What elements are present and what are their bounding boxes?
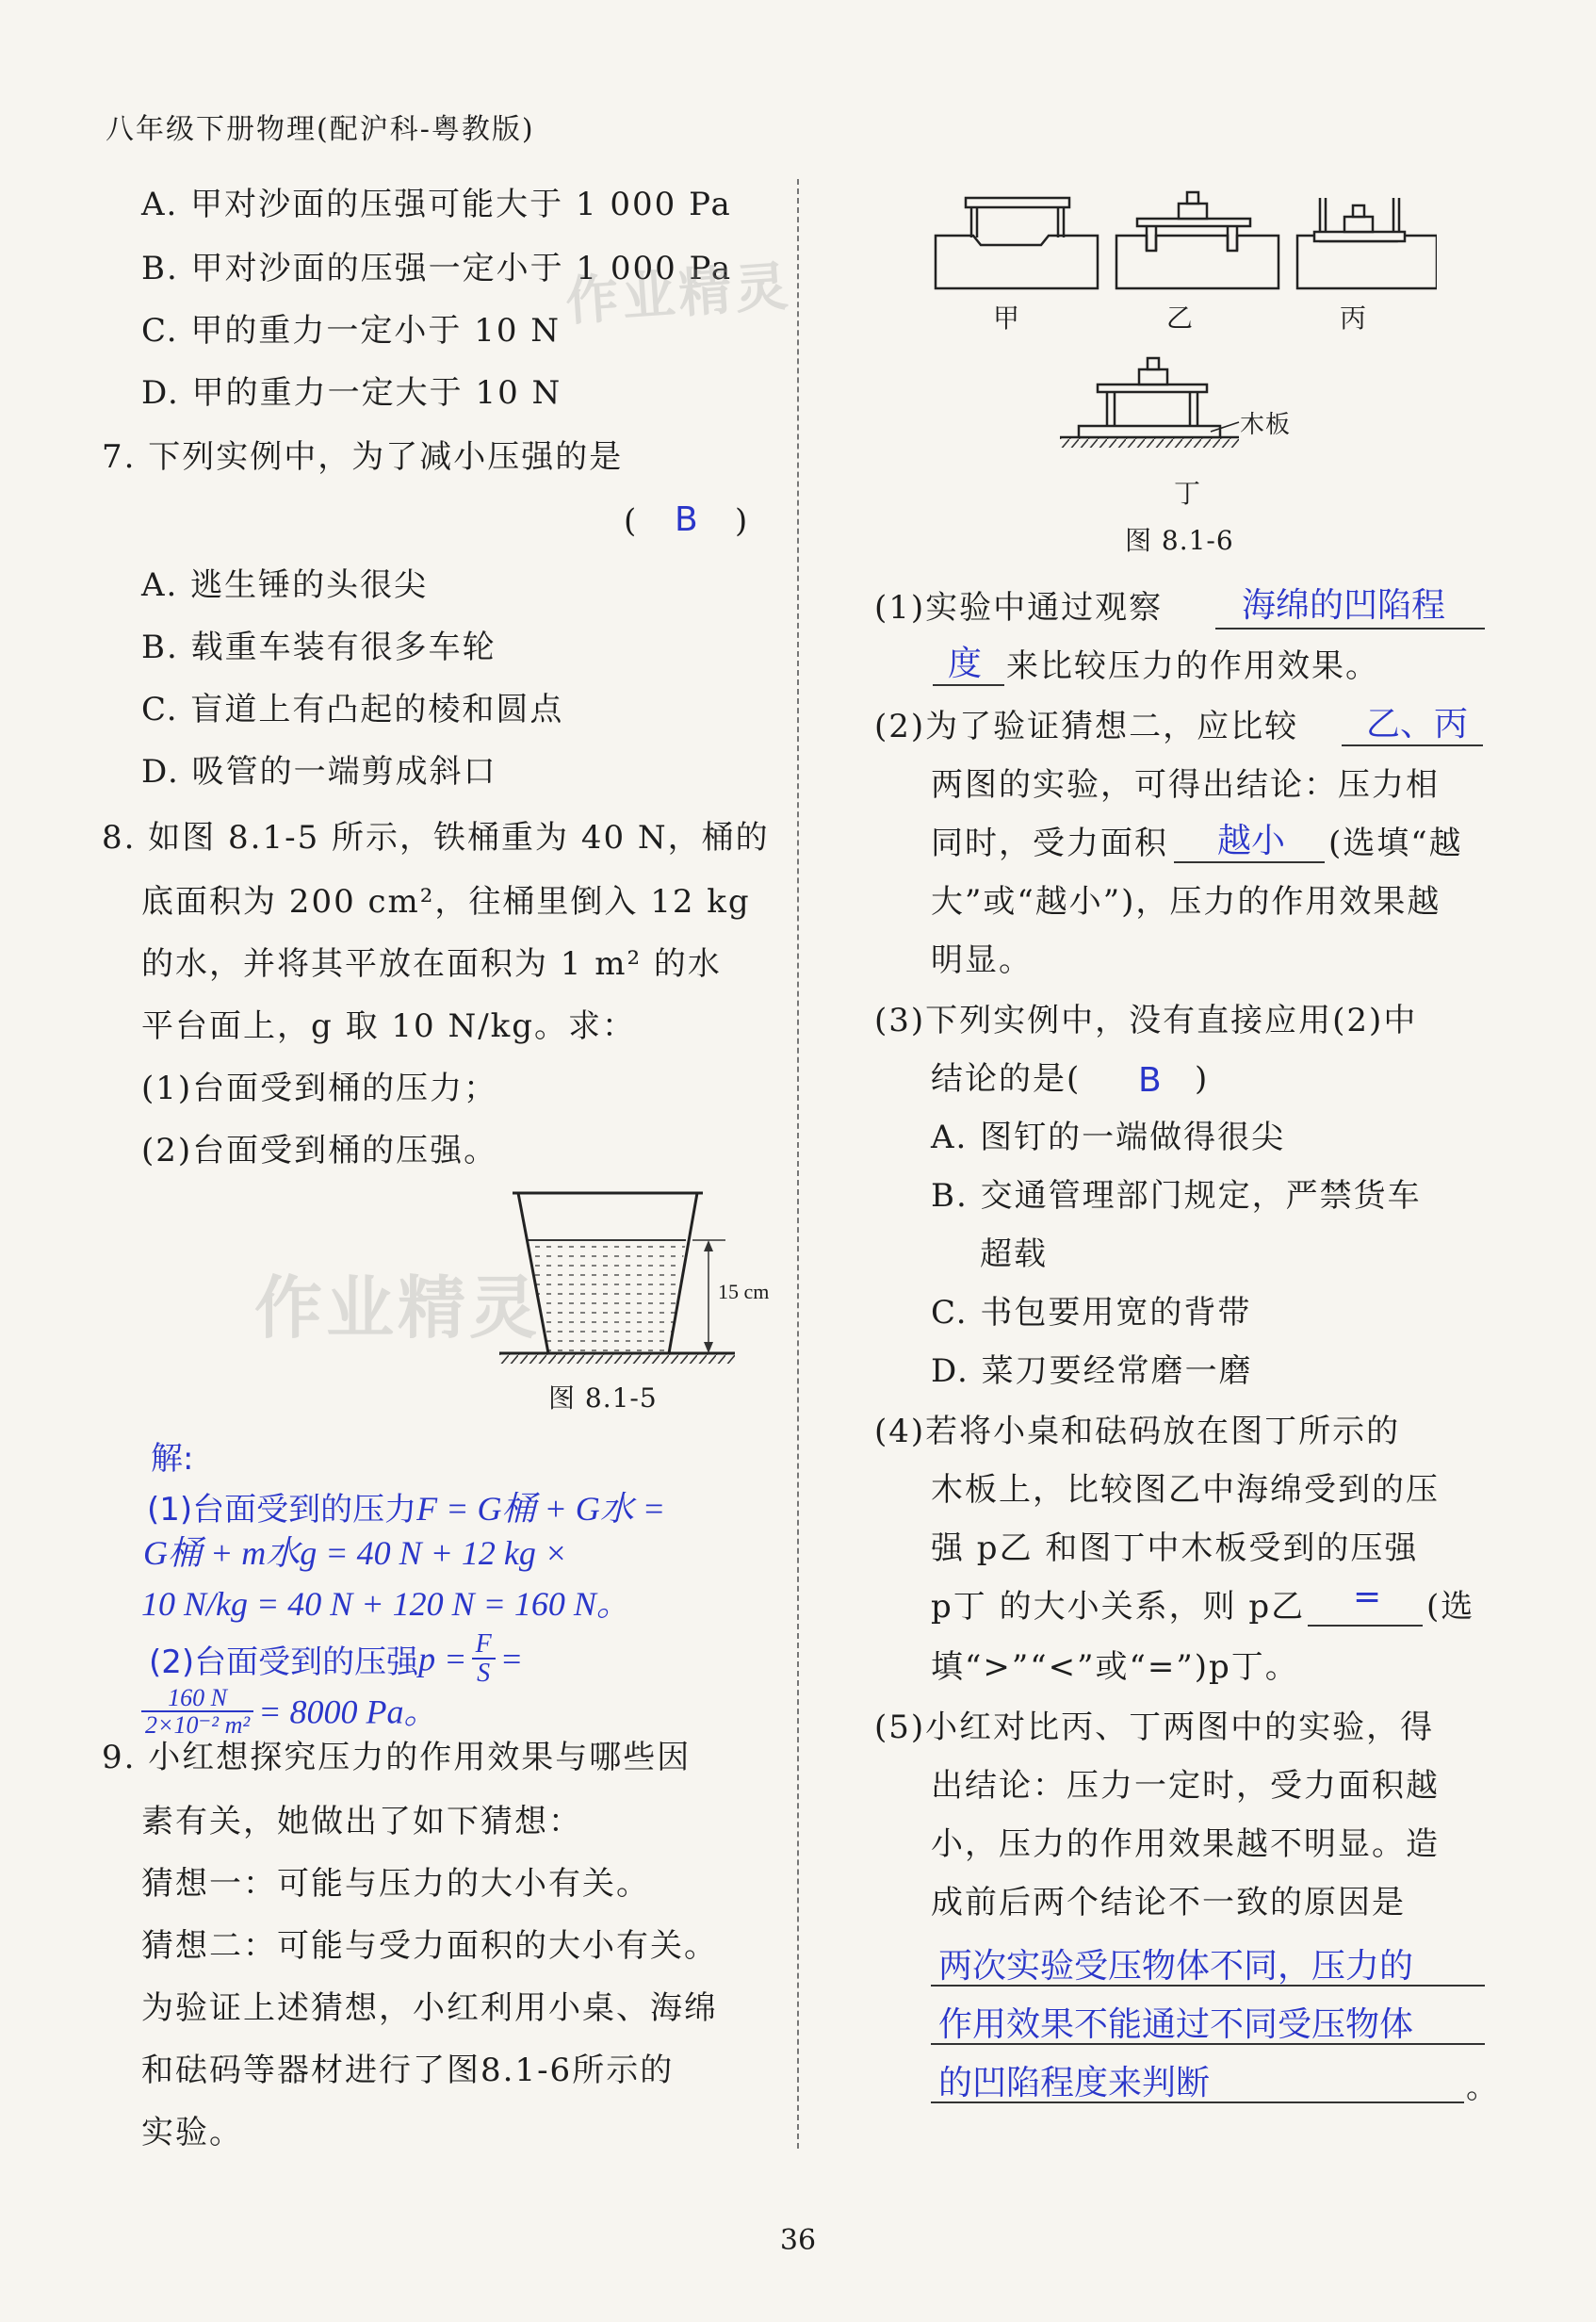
q6-option-c: C. 甲的重力一定小于 10 N	[141, 312, 562, 350]
label-jia: 甲	[993, 303, 1021, 334]
solution-title: 解:	[151, 1440, 194, 1478]
answer-line	[931, 1985, 1485, 1987]
figure-8-1-5-caption: 图 8.1-5	[548, 1382, 658, 1414]
part2-answer-1: 乙、丙	[1366, 705, 1469, 744]
part5-answer-3: 的凹陷程度来判断	[938, 2064, 1211, 2102]
solution-line-1-math: F = G桶 + G水 =	[416, 1490, 666, 1528]
fraction-numerator: 160 N	[141, 1685, 253, 1712]
sponge-bing	[1297, 198, 1437, 288]
part3-option-b-cont: 超载	[980, 1235, 1048, 1273]
q8-line-2: 底面积为 200 cm²，往桶里倒入 12 kg	[141, 883, 751, 921]
q9-line-3: 猜想一：可能与压力的大小有关。	[141, 1865, 650, 1903]
q9-line-6: 和砝码等器材进行了图8.1-6所示的	[141, 2052, 675, 2089]
part5-line-1: (5)小红对比丙、丁两图中的实验，得	[874, 1709, 1435, 1746]
q8-line-1: 8. 如图 8.1-5 所示，铁桶重为 40 N，桶的	[102, 819, 770, 857]
part1-answer-1: 海绵的凹陷程	[1242, 586, 1446, 625]
page-number: 36	[779, 2224, 817, 2257]
label-yi: 乙	[1166, 303, 1195, 334]
q7-paren-close: )	[735, 502, 750, 540]
q6-option-b: B. 甲对沙面的压强一定小于 1 000 Pa	[141, 250, 733, 287]
figure-8-1-6-caption: 图 8.1-6	[1125, 525, 1234, 556]
board-ding	[1060, 358, 1239, 437]
part4-answer: =	[1353, 1578, 1382, 1616]
q9-line-5: 为验证上述猜想，小红利用小桌、海绵	[141, 1989, 718, 2027]
solution-line-4-text: (2)台面受到的压强	[149, 1643, 419, 1681]
part4-line-3: 强 p乙 和图丁中木板受到的压强	[931, 1529, 1419, 1567]
part3-option-b: B. 交通管理部门规定，严禁货车	[931, 1177, 1422, 1215]
solution-line-2: G桶 + m水g = 40 N + 12 kg ×	[143, 1534, 568, 1572]
part5-answer-2: 作用效果不能通过不同受压物体	[938, 2005, 1414, 2044]
fraction-numerator: F	[472, 1630, 496, 1660]
part3-answer: B	[1138, 1061, 1162, 1100]
part3-option-a: A. 图钉的一端做得很尖	[931, 1119, 1286, 1156]
watermark: 作业精灵	[254, 1268, 542, 1348]
q9-line-1: 9. 小红想探究压力的作用效果与哪些因	[102, 1739, 692, 1776]
part5-line-2: 出结论：压力一定时，受力面积越	[931, 1767, 1440, 1805]
part2-line-2: 两图的实验，可得出结论：压力相	[931, 766, 1440, 804]
part5-line-4: 成前后两个结论不一致的原因是	[931, 1884, 1406, 1921]
part2-line-3-pre: 同时，受力面积	[931, 825, 1168, 862]
part1-pre: (1)实验中通过观察	[874, 589, 1164, 627]
page-header: 八年级下册物理(配沪科-粤教版)	[106, 113, 535, 146]
column-divider	[797, 179, 799, 2149]
part1-answer-2: 度	[948, 645, 983, 683]
part5-line-3: 小，压力的作用效果越不明显。造	[931, 1825, 1440, 1863]
q9-line-4: 猜想二：可能与受力面积的大小有关。	[141, 1927, 718, 1965]
part4-line-1: (4)若将小桌和砝码放在图丁所示的	[874, 1413, 1401, 1450]
part3-line-2-pre: 结论的是(	[931, 1060, 1082, 1098]
part2-answer-2: 越小	[1217, 822, 1286, 860]
q7-option-b: B. 载重车装有很多车轮	[141, 629, 497, 666]
solution-fraction-values	[141, 1685, 253, 1739]
solution-line-3: 10 N/kg = 40 N + 120 N = 160 N。	[141, 1585, 630, 1623]
solution-line-4-eq: =	[499, 1640, 524, 1678]
solution-line-1-text: (1)台面受到的压力	[147, 1491, 417, 1529]
q7-option-d: D. 吸管的一端剪成斜口	[141, 753, 497, 791]
fraction-denominator: 2×10⁻² m²	[145, 1711, 251, 1740]
solution-line-5	[141, 1685, 438, 1739]
sponge-jia	[936, 198, 1098, 288]
answer-line	[931, 2043, 1485, 2045]
part4-line-4-pre: p丁 的大小关系，则 p乙	[931, 1588, 1306, 1626]
solution-line-1	[147, 1483, 665, 1529]
part3-line-1: (3)下列实例中，没有直接应用(2)中	[874, 1002, 1418, 1039]
q7-stem: 7. 下列实例中，为了减小压强的是	[102, 438, 624, 476]
q8-line-6: (2)台面受到桶的压强。	[141, 1132, 498, 1169]
q7-option-c: C. 盲道上有凸起的棱和圆点	[141, 691, 564, 728]
solution-fraction-f-over-s	[472, 1630, 496, 1688]
solution-line-4	[149, 1630, 523, 1688]
answer-line	[1308, 1625, 1423, 1627]
label-bing: 丙	[1340, 303, 1368, 334]
part3-option-c: C. 书包要用宽的背带	[931, 1294, 1252, 1332]
part3-line-2-post: )	[1195, 1060, 1210, 1098]
part3-option-d: D. 菜刀要经常磨一磨	[931, 1352, 1253, 1390]
part5-answer-1: 两次实验受压物体不同，压力的	[938, 1947, 1414, 1986]
part1-post: 来比较压力的作用效果。	[1006, 647, 1379, 685]
q9-line-2: 素有关，她做出了如下猜想：	[141, 1803, 582, 1840]
q6-option-a: A. 甲对沙面的压强可能大于 1 000 Pa	[141, 186, 732, 223]
part5-end: 。	[1466, 2069, 1500, 2106]
part4-line-4-post: (选	[1426, 1588, 1475, 1626]
q8-line-5: (1)台面受到桶的压力；	[141, 1070, 498, 1107]
label-board: 木板	[1240, 411, 1292, 439]
q8-line-3: 的水，并将其平放在面积为 1 m² 的水	[141, 945, 722, 983]
q7-answer: B	[675, 500, 700, 539]
fraction-denominator: S	[477, 1659, 491, 1689]
q8-line-4: 平台面上，g 取 10 N/kg。求：	[141, 1007, 637, 1045]
answer-line	[931, 2101, 1464, 2103]
sponge-yi	[1116, 192, 1278, 288]
q6-option-d: D. 甲的重力一定大于 10 N	[141, 374, 562, 412]
label-ding: 丁	[1174, 478, 1202, 509]
part2-pre: (2)为了验证猜想二，应比较	[874, 708, 1299, 745]
bucket-height-label: 15 cm	[718, 1280, 770, 1303]
part2-line-4: 大”或“越小”)，压力的作用效果越	[931, 883, 1441, 921]
part2-line-3-post: (选填“越	[1328, 825, 1463, 862]
watermark: 作业精灵	[563, 255, 794, 334]
part4-line-5: 填“>”“<”或“=”)p丁。	[931, 1648, 1299, 1686]
part4-line-2: 木板上，比较图乙中海绵受到的压	[931, 1471, 1440, 1509]
answer-line	[1215, 628, 1485, 630]
solution-line-5-result: = 8000 Pa。	[258, 1692, 438, 1731]
q7-option-a: A. 逃生锤的头很尖	[141, 566, 429, 604]
q7-paren-open: (	[624, 502, 639, 540]
q9-line-7: 实验。	[141, 2114, 243, 2151]
solution-line-4-p: p =	[418, 1640, 467, 1678]
part2-line-5: 明显。	[931, 941, 1033, 979]
